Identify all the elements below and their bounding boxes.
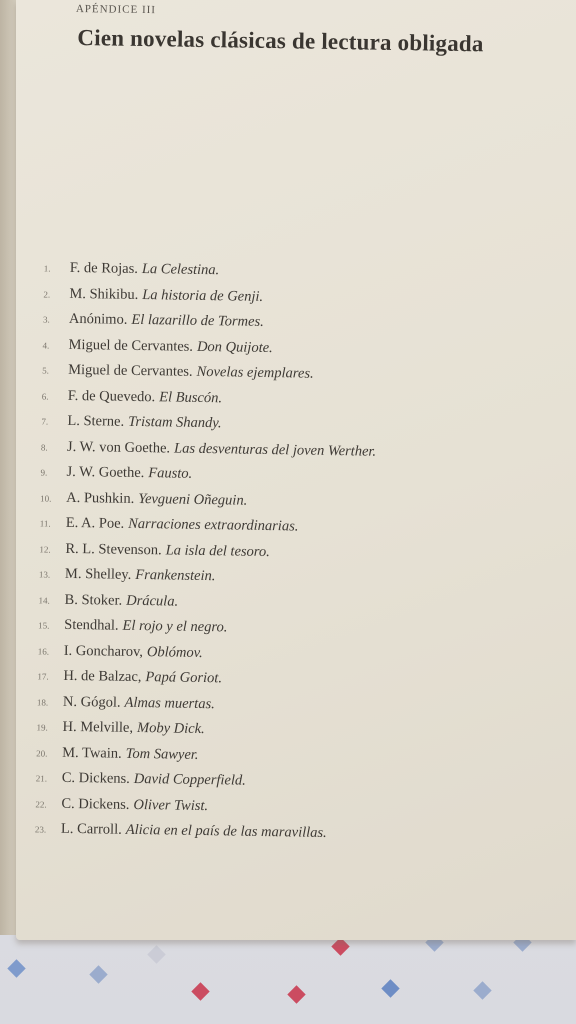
entry-title: El rojo y el negro.: [122, 617, 228, 636]
tablecloth-pattern-diamond: [7, 959, 25, 977]
entry-title: Narraciones extraordinarias.: [128, 515, 299, 535]
entry-title: Tristam Shandy.: [128, 413, 222, 432]
book-page: [16, 0, 576, 940]
entry-author: M. Shelley.: [64, 565, 132, 583]
entry-title: Fausto.: [148, 465, 193, 482]
entry-number: 15.: [38, 620, 50, 631]
entry-title: Tom Sawyer.: [125, 745, 199, 763]
entry-author: E. A. Poe.: [65, 514, 125, 532]
entry-author: L. Sterne.: [67, 412, 125, 430]
entry-number: 23.: [34, 824, 47, 835]
entry-title: Frankenstein.: [135, 566, 216, 585]
entry-number: 22.: [35, 798, 47, 810]
tablecloth-pattern-diamond: [381, 979, 399, 997]
entry-title: Novelas ejemplares.: [196, 363, 314, 382]
entry-number: 8.: [40, 441, 48, 453]
entry-number: 13.: [38, 569, 51, 580]
entry-author: Stendhal.: [64, 616, 119, 634]
entry-number: 2.: [43, 288, 51, 300]
entry-title: La historia de Genji.: [142, 286, 264, 305]
entry-author: H. Melville,: [62, 718, 134, 736]
entry-number: 3.: [42, 314, 50, 325]
entry-author: M. Shikibu.: [69, 285, 139, 303]
page-title: Cien novelas clásicas de lectura obligada: [77, 24, 484, 57]
entry-author: J. W. von Goethe.: [66, 438, 171, 456]
entry-number: 4.: [42, 339, 50, 351]
entry-number: 19.: [36, 722, 48, 733]
entry-title: Yevgueni Oñeguin.: [138, 490, 248, 509]
entry-number: 9.: [40, 467, 48, 478]
entry-author: B. Stoker.: [64, 591, 123, 609]
entry-title: David Copperfield.: [133, 770, 246, 789]
entry-number: 7.: [41, 416, 49, 427]
tablecloth-pattern-diamond: [89, 965, 107, 983]
entry-author: F. de Quevedo.: [67, 387, 156, 405]
entry-number: 11.: [39, 518, 51, 529]
entry-author: Anónimo.: [68, 310, 128, 328]
entry-title: La isla del tesoro.: [165, 541, 270, 560]
entry-title: El Buscón.: [159, 388, 223, 406]
entry-title: Alicia en el país de las maravillas.: [125, 821, 327, 841]
entry-title: El lazarillo de Tormes.: [131, 311, 264, 330]
entry-author: I. Goncharov,: [63, 642, 144, 660]
tablecloth-pattern-diamond: [191, 982, 209, 1000]
entry-author: F. de Rojas.: [69, 259, 139, 277]
entry-author: H. de Balzac,: [63, 667, 142, 686]
novel-list: [33, 258, 379, 850]
entry-number: 12.: [39, 543, 51, 555]
entry-number: 20.: [36, 747, 48, 759]
entry-number: 17.: [37, 671, 49, 682]
entry-author: A. Pushkin.: [66, 489, 135, 507]
entry-number: 1.: [43, 263, 51, 274]
entry-number: 6.: [41, 390, 49, 402]
entry-author: Miguel de Cervantes.: [68, 361, 193, 380]
entry-author: J. W. Goethe.: [66, 463, 145, 482]
entry-title: Don Quijote.: [196, 338, 273, 356]
entry-title: Moby Dick.: [136, 719, 205, 738]
tablecloth-pattern-diamond: [473, 981, 491, 999]
tablecloth-pattern-diamond: [287, 985, 305, 1003]
entry-title: Almas muertas.: [124, 694, 215, 712]
entry-author: N. Gógol.: [62, 693, 121, 711]
entry-number: 18.: [36, 696, 49, 708]
entry-number: 5.: [42, 365, 50, 376]
tablecloth-pattern-diamond: [331, 937, 349, 955]
entry-number: 16.: [37, 645, 50, 657]
entry-number: 21.: [35, 773, 48, 784]
tablecloth-pattern-diamond: [147, 945, 165, 963]
entry-title: Oliver Twist.: [133, 796, 209, 814]
entry-author: R. L. Stevenson.: [65, 540, 162, 558]
entry-title: Oblómov.: [146, 643, 203, 661]
entry-number: 10.: [40, 492, 52, 504]
appendix-label: APÉNDICE III: [75, 2, 157, 17]
entry-author: C. Dickens.: [61, 795, 130, 813]
entry-author: Miguel de Cervantes.: [68, 336, 194, 355]
entry-title: La Celestina.: [141, 261, 220, 279]
entry-author: L. Carroll.: [60, 820, 122, 838]
entry-title: Papá Goriot.: [145, 669, 223, 687]
entry-number: 14.: [38, 594, 50, 606]
entry-title: Drácula.: [126, 592, 179, 610]
list-item: [33, 819, 371, 850]
entry-author: C. Dickens.: [61, 769, 130, 787]
entry-author: M. Twain.: [62, 744, 122, 762]
entry-title: Las desventuras del joven Werther.: [173, 440, 377, 460]
